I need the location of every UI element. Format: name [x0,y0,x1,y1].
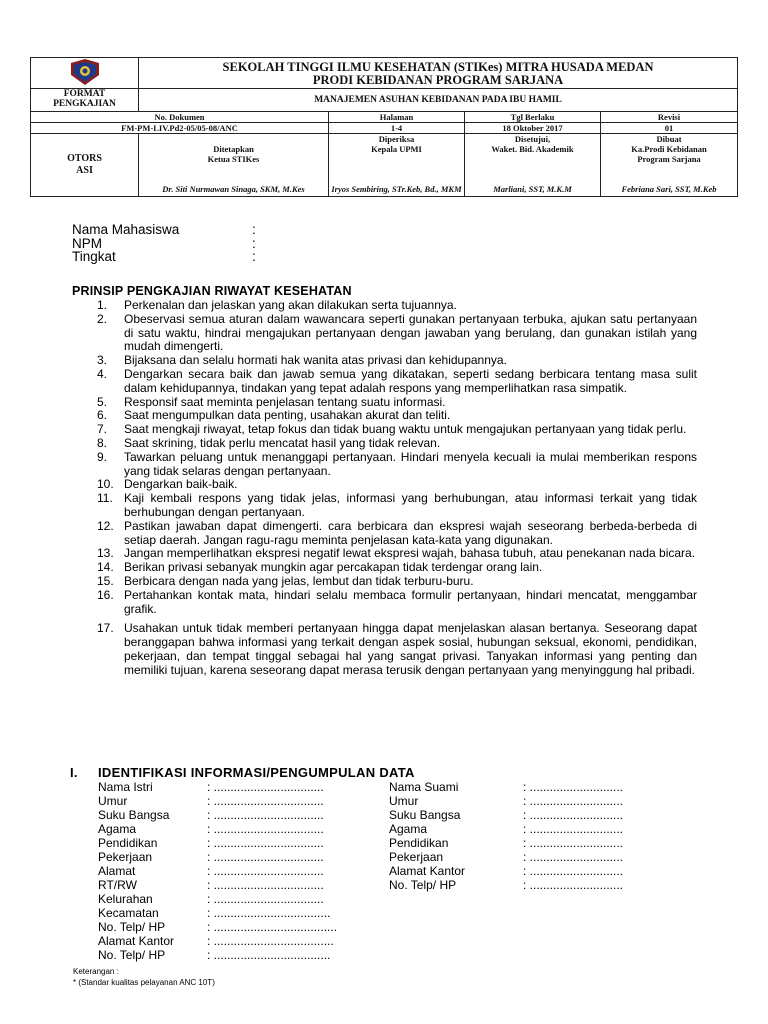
notes [73,966,215,988]
principle-item [97,520,697,548]
field-blank[interactable]: : ................................. [207,822,324,836]
field-blank[interactable]: : ............................ [523,780,624,794]
student-field-row [72,223,372,237]
signatory-name: Febriana Sari, SST, M.Keb [621,184,717,194]
field-row [389,822,689,836]
principle-text: Dengarkan baik-baik. [124,477,238,492]
document-title: MANAJEMEN ASUHAN KEBIDANAN PADA IBU HAMIL [139,89,738,112]
principle-number: 17. [97,621,114,636]
principle-number: 4. [97,366,108,381]
principle-item [97,423,697,437]
principle-item [97,409,697,423]
logo-cell [31,58,139,89]
doc-no-header: No. Dokumen [31,112,329,123]
signatory-role: Diperiksa Kepala UPMI [371,134,422,154]
principle-item [97,622,697,677]
student-fields [72,223,372,264]
field-label: Kelurahan [98,892,153,906]
student-field-label: NPM [72,235,102,251]
principle-number: 15. [97,573,114,588]
principle-number: 11. [97,491,113,506]
signatory-name: Marliani, SST, M.K.M [493,184,572,194]
identification-section-title [70,765,415,780]
field-label: Alamat Kantor [98,934,175,948]
field-blank[interactable]: : ................................... [207,906,331,920]
principle-text: Responsif saat meminta penjelasan tentang suatu informasi. [124,394,446,409]
principle-item [97,492,697,520]
principle-number: 5. [97,394,108,409]
principles-list [97,299,697,678]
field-row [389,836,689,850]
principle-number: 7. [97,422,108,437]
principle-item [97,437,697,451]
field-row [98,780,388,794]
notes-heading: Keterangan : [73,967,119,976]
institution-logo [65,58,105,86]
wife-identification-fields [98,780,388,962]
principle-text: Tawarkan peluang untuk menanggapi pertanyaan. Hindari menyela kecuali ia mulai memberikan respons yang tidak selaras dengan pertanyaan. [124,449,697,478]
principle-number: 6. [97,408,108,423]
signatory-name: Iryos Sembiring, STr.Keb, Bd., MKM [331,184,462,194]
principle-item [97,299,697,313]
field-blank[interactable]: : ................................. [207,794,324,808]
field-blank[interactable]: : ............................ [523,822,624,836]
student-field-row [72,237,372,251]
field-row [98,822,388,836]
field-label: Pekerjaan [389,850,444,864]
field-row [389,878,689,892]
principle-text: Bijaksana dan selalu hormati hak wanita atas privasi dan kehidupannya. [124,353,507,368]
field-row [389,794,689,808]
field-blank[interactable]: : ............................ [523,794,624,808]
principle-text: Obeservasi semua aturan dalam wawancara seperti gunakan pertanyaan terbuka, ajukan satu pertanyaan di satu waktu, hindrai mengajukan pertanyaan dengan jawaban yang berulang, dan gunakan istilah yang mudah dimengerti. [124,311,697,354]
institution-name: SEKOLAH TINGGI ILMU KESEHATAN (STIKes) MITRA HUSADA MEDAN [222,60,654,74]
format-label: FORMAT PENGKAJIAN [31,89,139,112]
signatory-approved [465,134,601,197]
signatory-role: Dibuat Ka.Prodi Kebidanan Program Sarjana [631,134,707,164]
principles-title: PRINSIP PENGKAJIAN RIWAYAT KESEHATAN [72,284,352,298]
principle-number: 1. [97,298,108,312]
field-label: Nama Suami [389,780,459,794]
field-blank[interactable]: : ............................ [523,878,624,892]
principle-item [97,575,697,589]
field-row [98,808,388,822]
field-blank[interactable]: : ............................ [523,836,624,850]
field-label: No. Telp/ HP [98,948,166,962]
field-label: Kecamatan [98,906,159,920]
principle-item [97,547,697,561]
field-blank[interactable]: : .................................... [207,934,334,948]
signatory-name: Dr. Siti Nurmawan Sinaga, SKM, M.Kes [162,184,305,194]
field-blank[interactable]: : ................................... [207,948,331,962]
student-field-label: Nama Mahasiswa [72,222,180,237]
field-label: Suku Bangsa [98,808,170,822]
field-label: Umur [389,794,419,808]
field-label: No. Telp/ HP [98,920,166,934]
field-row [389,864,689,878]
principle-text: Dengarkan secara baik dan jawab semua yang dikatakan, seperti sedang berbicara tentang masa sulit dalam kehidupannya, tindakan yang tepat adalah respons yang memperlihatkan rasa simpatik. [124,366,697,395]
authorization-label: OTORSASI [31,134,139,197]
principle-number: 16. [97,587,114,602]
student-field-colon: : [252,222,256,237]
principle-text: Jangan memperlihatkan ekspresi negatif lewat ekspresi wajah, bahasa tubuh, atau penekanan nada bicara. [124,546,696,561]
principle-item [97,451,697,479]
field-label: Pendidikan [389,836,449,850]
student-field-colon: : [252,249,256,264]
field-blank[interactable]: : ............................ [523,808,624,822]
principle-text: Saat mengumpulkan data penting, usahakan akurat dan teliti. [124,408,451,423]
principle-text: Perkenalan dan jelaskan yang akan dilakukan serta tujuannya. [124,298,457,312]
field-row [98,934,388,948]
signatory-role: Disetujui, Waket. Bid. Akademik [491,134,574,154]
principle-item [97,313,697,354]
page-header: Halaman [329,112,465,123]
section-number: I. [70,765,78,780]
field-row [98,892,388,906]
principle-number: 9. [97,449,108,464]
institution-title-cell [139,58,738,89]
principle-number: 12. [97,518,114,533]
principle-text: Saat skrining, tidak perlu mencatat hasil yang tidak relevan. [124,435,441,450]
field-label: Umur [98,794,128,808]
field-label: Alamat [98,864,136,878]
field-label: Pendidikan [98,836,158,850]
signatory-checked [329,134,465,197]
principle-text: Usahakan untuk tidak memberi pertanyaan hingga dapat menjelaskan alasan bertanya. Seseorang dapat beranggapan bahwa informasi yang terkait dengan aspek sosial, hubungan seksual, ekonomi, pendidikan, pekerjaan, dan tempat tinggal sebagai hal yang sangat privasi. Tanyakan informasi yang penting dan memiliki tujuan, karena seseorang dapat merasa terusik dengan pertanyaan yang menyinggung hal pribadi. [124,621,697,677]
principle-item [97,561,697,575]
field-label: Suku Bangsa [389,808,461,822]
field-blank[interactable]: : ................................. [207,836,324,850]
revision-value: 01 [601,123,738,134]
field-label: Agama [98,822,137,836]
principle-number: 2. [97,311,108,326]
effective-date-header: Tgl Berlaku [465,112,601,123]
principle-text: Kaji kembali respons yang tidak jelas, informasi yang berhubungan, atau informasi terkait yang tidak berhubungan dengan pertanyaan. [124,491,697,519]
doc-no-value: FM-PM-LIV.Pd2-05/05-08/ANC [31,123,329,134]
principle-item [97,478,697,492]
field-row [98,948,388,962]
field-blank[interactable]: : ................................. [207,850,324,864]
principle-number: 14. [97,560,114,575]
field-blank[interactable]: : ..................................... [207,920,338,934]
principle-number: 3. [97,353,108,368]
principle-item [97,368,697,396]
principle-text: Saat mengkaji riwayat, tetap fokus dan tidak buang waktu untuk mengajukan pertanyaan yang tidak perlu. [124,422,687,437]
field-label: RT/RW [98,878,137,892]
field-label: Nama Istri [98,780,153,794]
principle-item [97,354,697,368]
program-name: PRODI KEBIDANAN PROGRAM SARJANA [312,73,564,87]
field-row [389,780,689,794]
field-row [98,906,388,920]
principle-number: 8. [97,435,108,450]
field-row [98,864,388,878]
revision-header: Revisi [601,112,738,123]
signatory-role: Ditetapkan Ketua STIKes [207,144,260,164]
field-label: Pekerjaan [98,850,153,864]
page-value: 1-4 [329,123,465,134]
field-row [98,878,388,892]
principle-text: Berbicara dengan nada yang jelas, lembut dan tidak terburu-buru. [124,573,474,588]
effective-date-value: 18 Oktober 2017 [465,123,601,134]
field-blank[interactable]: : ................................. [207,892,324,906]
field-blank[interactable]: : ................................. [207,808,324,822]
field-row [98,794,388,808]
field-label: No. Telp/ HP [389,878,457,892]
field-row [98,920,388,934]
field-label: Agama [389,822,428,836]
field-label: Alamat Kantor [389,864,466,878]
field-blank[interactable]: : ............................ [523,850,624,864]
student-field-row [72,250,372,264]
signatory-prepared [601,134,738,197]
principle-text: Pertahankan kontak mata, hindari selalu membaca formulir pertanyaan, hindari mencatat, menggambar grafik. [124,587,697,616]
principle-text: Berikan privasi sebanyak mungkin agar percakapan tidak terdengar orang lain. [124,560,543,575]
document-header-table [30,57,738,197]
notes-line: * (Standar kualitas pelayanan ANC 10T) [73,978,215,987]
principle-number: 13. [97,546,114,561]
principle-item [97,396,697,410]
student-field-colon: : [252,235,256,251]
field-row [389,808,689,822]
student-field-label: Tingkat [72,249,116,264]
principle-number: 10. [97,477,114,492]
field-blank[interactable]: : ................................. [207,878,324,892]
husband-identification-fields [389,780,689,892]
field-blank[interactable]: : ............................ [523,864,624,878]
field-blank[interactable]: : ................................. [207,864,324,878]
principle-item [97,589,697,617]
field-blank[interactable]: : ................................. [207,780,324,794]
section-heading: IDENTIFIKASI INFORMASI/PENGUMPULAN DATA [98,765,415,780]
field-row [98,836,388,850]
signatory-established [139,134,329,197]
principle-text: Pastikan jawaban dapat dimengerti. cara berbicara dan ekspresi wajah seseorang berbeda-berbeda di setiap daerah. Jangan ragu-ragu meminta penjelasan kata-kata yang digunakan. [124,518,697,547]
field-row [98,850,388,864]
field-row [389,850,689,864]
